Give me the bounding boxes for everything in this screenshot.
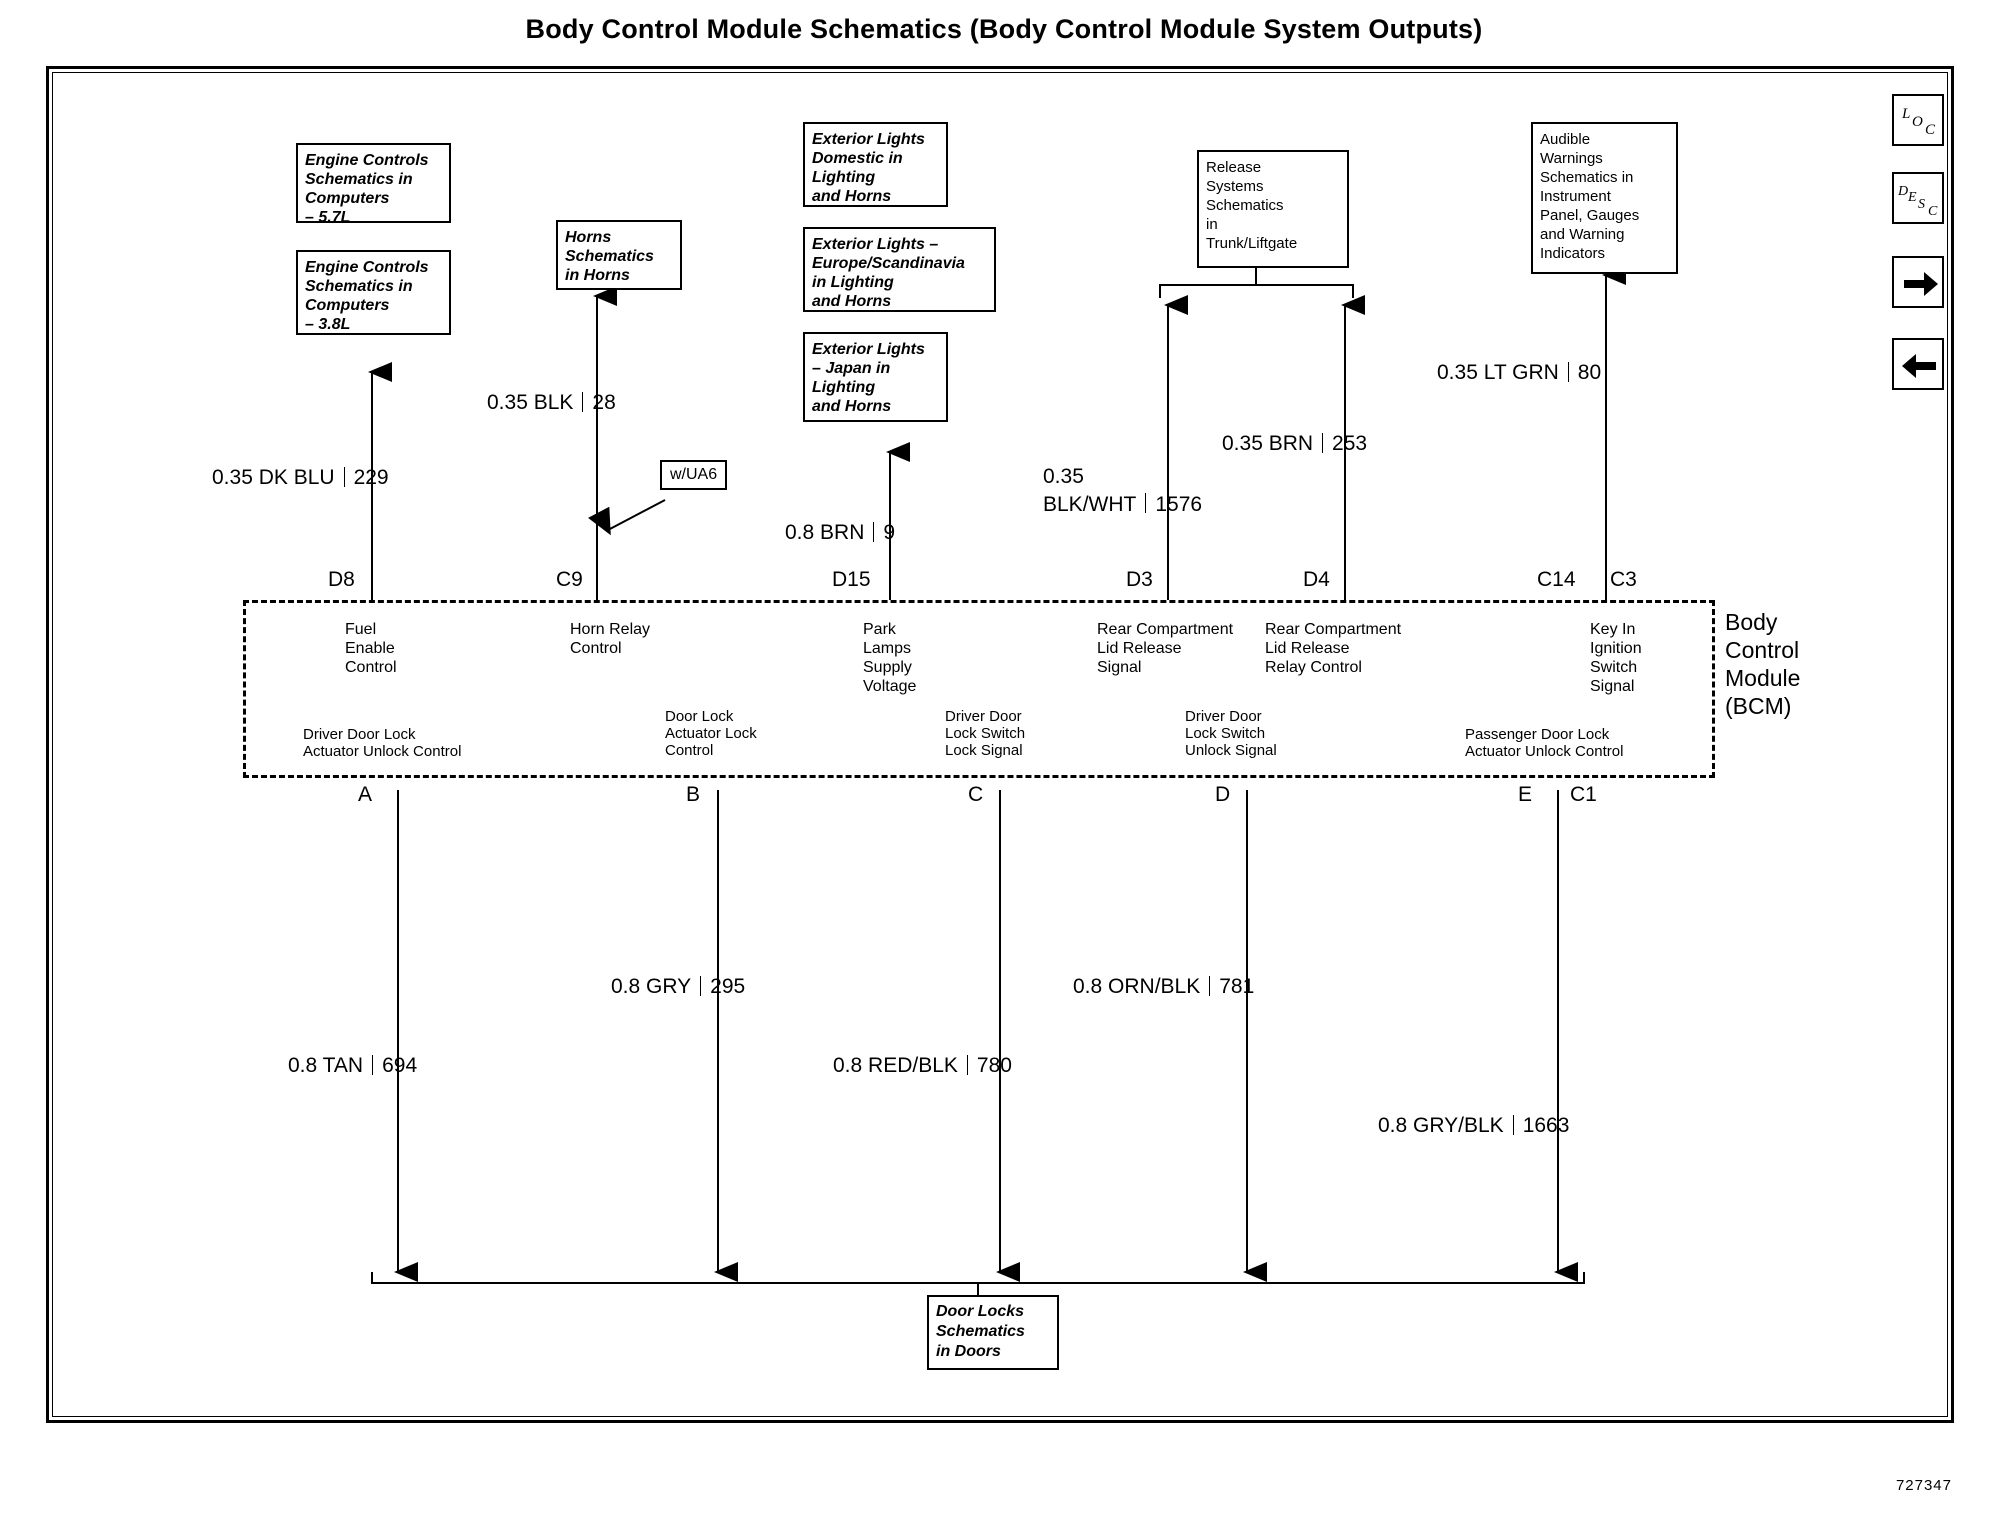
ref-line: in Horns: [565, 267, 630, 284]
ref-line: Schematics: [565, 248, 654, 265]
terminal-door-lock-actuator-lock-control: [665, 708, 757, 759]
wire-circuit: 780: [976, 1054, 1012, 1077]
nav-button-loc[interactable]: [1892, 94, 1944, 146]
ref-line: Schematics: [936, 1323, 1025, 1340]
wire-color: 0.8 TAN: [288, 1054, 364, 1077]
loc-icon: [1894, 96, 1946, 148]
ref-box-exterior-lights-japan[interactable]: [803, 332, 948, 422]
pin-label-c1: C1: [1570, 783, 1597, 806]
ref-line: Domestic in: [812, 150, 903, 167]
pin-label-d3: D3: [1126, 568, 1153, 591]
ref-line: Schematics in: [305, 278, 413, 295]
terminal-line: Control: [665, 742, 714, 759]
terminal-line: Driver Door: [1185, 708, 1262, 725]
terminal-line: Passenger Door Lock: [1465, 726, 1610, 743]
ref-line: – Japan in: [812, 360, 891, 377]
svg-text:D: D: [1898, 184, 1909, 199]
ref-line: Instrument: [1540, 188, 1611, 205]
terminal-driver-door-lock-switch-unlock-signal: [1185, 708, 1277, 759]
ref-line: Schematics: [1206, 197, 1284, 214]
pin-label-c3: C3: [1610, 568, 1637, 591]
wire-circuit: 253: [1332, 432, 1368, 455]
terminal-line: Control: [345, 659, 397, 676]
terminal-fuel-enable-control: [345, 620, 397, 677]
ref-line: in Lighting: [812, 274, 894, 291]
nav-button-prev[interactable]: [1892, 338, 1944, 390]
terminal-line: Rear Compartment: [1097, 621, 1234, 638]
terminal-line: Actuator Lock: [665, 725, 757, 742]
wire-label-gry-blk-1663: [1378, 1113, 1569, 1138]
wire-circuit: 1576: [1155, 493, 1203, 516]
pin-label-a: A: [358, 783, 373, 806]
terminal-line: Fuel: [345, 621, 377, 638]
document-id: 727347: [1895, 1477, 1952, 1494]
terminal-line: Lid Release: [1097, 640, 1182, 657]
ref-box-engine-controls-38[interactable]: [296, 250, 451, 335]
wire-label-blk-wht-1576: [1043, 463, 1202, 519]
terminal-line: Lamps: [863, 640, 912, 657]
ref-line: Release: [1206, 159, 1262, 176]
terminal-line: Rear Compartment: [1265, 621, 1402, 638]
terminal-line: Lock Switch: [945, 725, 1026, 742]
pin-label-d15: D15: [832, 568, 871, 591]
wire-color: 0.8 ORN/BLK: [1073, 975, 1201, 998]
ref-box-exterior-lights-domestic[interactable]: [803, 122, 948, 207]
wire-color: 0.35 BRN: [1222, 432, 1314, 455]
svg-text:E: E: [1908, 190, 1917, 205]
wire-color: 0.35 LT GRN: [1437, 361, 1559, 384]
terminal-line: Signal: [1097, 659, 1142, 676]
ref-line: – 5.7L: [305, 209, 351, 226]
ref-line: – 3.8L: [305, 316, 351, 333]
terminal-line: Relay Control: [1265, 659, 1362, 676]
pin-label-b: B: [686, 783, 701, 806]
ref-line: Lighting: [812, 169, 876, 186]
terminal-horn-relay-control: [570, 620, 650, 658]
pin-label-d4: D4: [1303, 568, 1330, 591]
wire-label-dk-blu-229: [212, 465, 389, 490]
wire-circuit: 229: [353, 466, 389, 489]
terminal-line: Lock Signal: [945, 742, 1023, 759]
svg-text:S: S: [1918, 197, 1925, 212]
ref-line: Europe/Scandinavia: [812, 255, 965, 272]
wire-label-red-blk-780: [833, 1053, 1012, 1078]
ref-line: Engine Controls: [305, 152, 429, 169]
ref-line: Computers: [305, 297, 390, 314]
ref-line: and Horns: [812, 293, 892, 310]
pin-label-d8: D8: [328, 568, 355, 591]
wire-circuit: 781: [1219, 975, 1255, 998]
arrow-left-icon: [1894, 340, 1946, 392]
pin-label-c14: C14: [1537, 568, 1576, 591]
terminal-line: Enable: [345, 640, 395, 657]
ref-line: in Doors: [936, 1343, 1001, 1360]
terminal-line: Lid Release: [1265, 640, 1350, 657]
nav-button-next[interactable]: [1892, 256, 1944, 308]
terminal-line: Actuator Unlock Control: [1465, 743, 1624, 760]
ref-line: Audible: [1540, 131, 1591, 148]
wire-color: 0.35 BLK: [487, 391, 574, 414]
svg-text:C: C: [1928, 204, 1938, 219]
terminal-line: Supply: [863, 659, 912, 676]
terminal-passenger-door-lock-actuator-unlock-control: [1465, 726, 1623, 760]
ref-line: Lighting: [812, 379, 876, 396]
terminal-line: Switch: [1590, 659, 1638, 676]
bcm-label: [1725, 608, 1800, 720]
ref-line: Engine Controls: [305, 259, 429, 276]
terminal-line: Unlock Signal: [1185, 742, 1277, 759]
wire-label-orn-blk-781: [1073, 974, 1254, 999]
terminal-line: Signal: [1590, 678, 1635, 695]
wire-label-brn-253: [1222, 431, 1367, 456]
wire-circuit: 80: [1577, 361, 1602, 384]
ref-line: and Horns: [812, 398, 892, 415]
ref-box-door-locks[interactable]: [927, 1295, 1059, 1370]
wire-circuit: 28: [592, 391, 616, 414]
ref-line: Panel, Gauges: [1540, 207, 1640, 224]
bcm-label-line: (BCM): [1725, 693, 1792, 719]
svg-text:O: O: [1912, 114, 1923, 130]
terminal-line: Actuator Unlock Control: [303, 743, 462, 760]
terminal-rear-comp-lid-release-signal: [1097, 620, 1233, 677]
wire-color: 0.8 BRN: [785, 521, 865, 544]
ref-line: in: [1206, 216, 1218, 233]
ref-box-release-systems[interactable]: [1197, 150, 1349, 268]
terminal-line: Voltage: [863, 678, 917, 695]
terminal-line: Ignition: [1590, 640, 1642, 657]
wire-color: 0.8 GRY: [611, 975, 692, 998]
ref-line: Horns: [565, 229, 612, 246]
page-title: Body Control Module Schematics (Body Control Module System Outputs): [525, 14, 1483, 44]
ref-line: Schematics in: [305, 171, 413, 188]
terminal-driver-door-lock-actuator-unlock-control: [303, 726, 461, 760]
ref-line: Trunk/Liftgate: [1206, 235, 1298, 252]
desc-icon: [1894, 174, 1946, 226]
wire-circuit: 9: [883, 521, 896, 544]
terminal-line: Park: [863, 621, 896, 638]
wire-color: 0.35 BLK/WHT: [1043, 465, 1137, 516]
nav-button-desc[interactable]: [1892, 172, 1944, 224]
ref-line: Indicators: [1540, 245, 1606, 262]
wire-color: 0.8 GRY/BLK: [1378, 1114, 1504, 1137]
terminal-key-in-ignition-switch-signal: [1590, 620, 1642, 696]
ref-line: Warnings: [1540, 150, 1603, 167]
wire-circuit: 295: [710, 975, 746, 998]
ref-line: Exterior Lights: [812, 341, 925, 358]
ref-line: Systems: [1206, 178, 1264, 195]
wire-label-lt-grn-80: [1437, 360, 1601, 385]
wire-label-gry-295: [611, 974, 745, 999]
wire-label-tan-694: [288, 1053, 417, 1078]
pin-label-c: C: [968, 783, 984, 806]
terminal-line: Control: [570, 640, 622, 657]
pin-label-d: D: [1215, 783, 1231, 806]
svg-text:C: C: [1925, 122, 1936, 138]
wire-label-blk-28: [487, 390, 616, 415]
wua6-option-label: w/UA6: [660, 460, 727, 490]
ref-line: and Warning: [1540, 226, 1625, 243]
ref-line: Schematics in: [1540, 169, 1634, 186]
ref-box-engine-controls-57[interactable]: [296, 143, 451, 226]
bcm-label-line: Module: [1725, 665, 1801, 691]
wire-color: 0.35 DK BLU: [212, 466, 335, 489]
wire-circuit: 694: [382, 1054, 418, 1077]
ref-line: Computers: [305, 190, 390, 207]
ref-line: Exterior Lights –: [812, 236, 939, 253]
ref-box-exterior-lights-europe[interactable]: [803, 227, 996, 312]
terminal-line: Driver Door Lock: [303, 726, 416, 743]
pin-label-c9: C9: [556, 568, 583, 591]
ref-line: Door Locks: [936, 1303, 1025, 1320]
terminal-line: Horn Relay: [570, 621, 651, 638]
svg-text:L: L: [1902, 106, 1911, 122]
terminal-line: Door Lock: [665, 708, 734, 725]
wire-label-brn-9: [785, 520, 895, 545]
terminal-line: Lock Switch: [1185, 725, 1266, 742]
terminal-line: Driver Door: [945, 708, 1022, 725]
wire-color: 0.8 RED/BLK: [833, 1054, 958, 1077]
bcm-label-line: Control: [1725, 637, 1800, 663]
wire-circuit: 1663: [1522, 1114, 1570, 1137]
bcm-label-line: Body: [1725, 609, 1778, 635]
terminal-rear-comp-lid-release-relay-control: [1265, 620, 1401, 677]
terminal-line: Key In: [1590, 621, 1636, 638]
ref-box-audible-warnings[interactable]: [1531, 122, 1678, 274]
ref-box-horns[interactable]: [556, 220, 682, 290]
arrow-right-icon: [1894, 258, 1946, 310]
pin-label-e: E: [1518, 783, 1533, 806]
terminal-driver-door-lock-switch-lock-signal: [945, 708, 1025, 759]
ref-line: and Horns: [812, 188, 892, 205]
ref-line: Exterior Lights: [812, 131, 925, 148]
terminal-park-lamps-supply-voltage: [863, 620, 916, 696]
